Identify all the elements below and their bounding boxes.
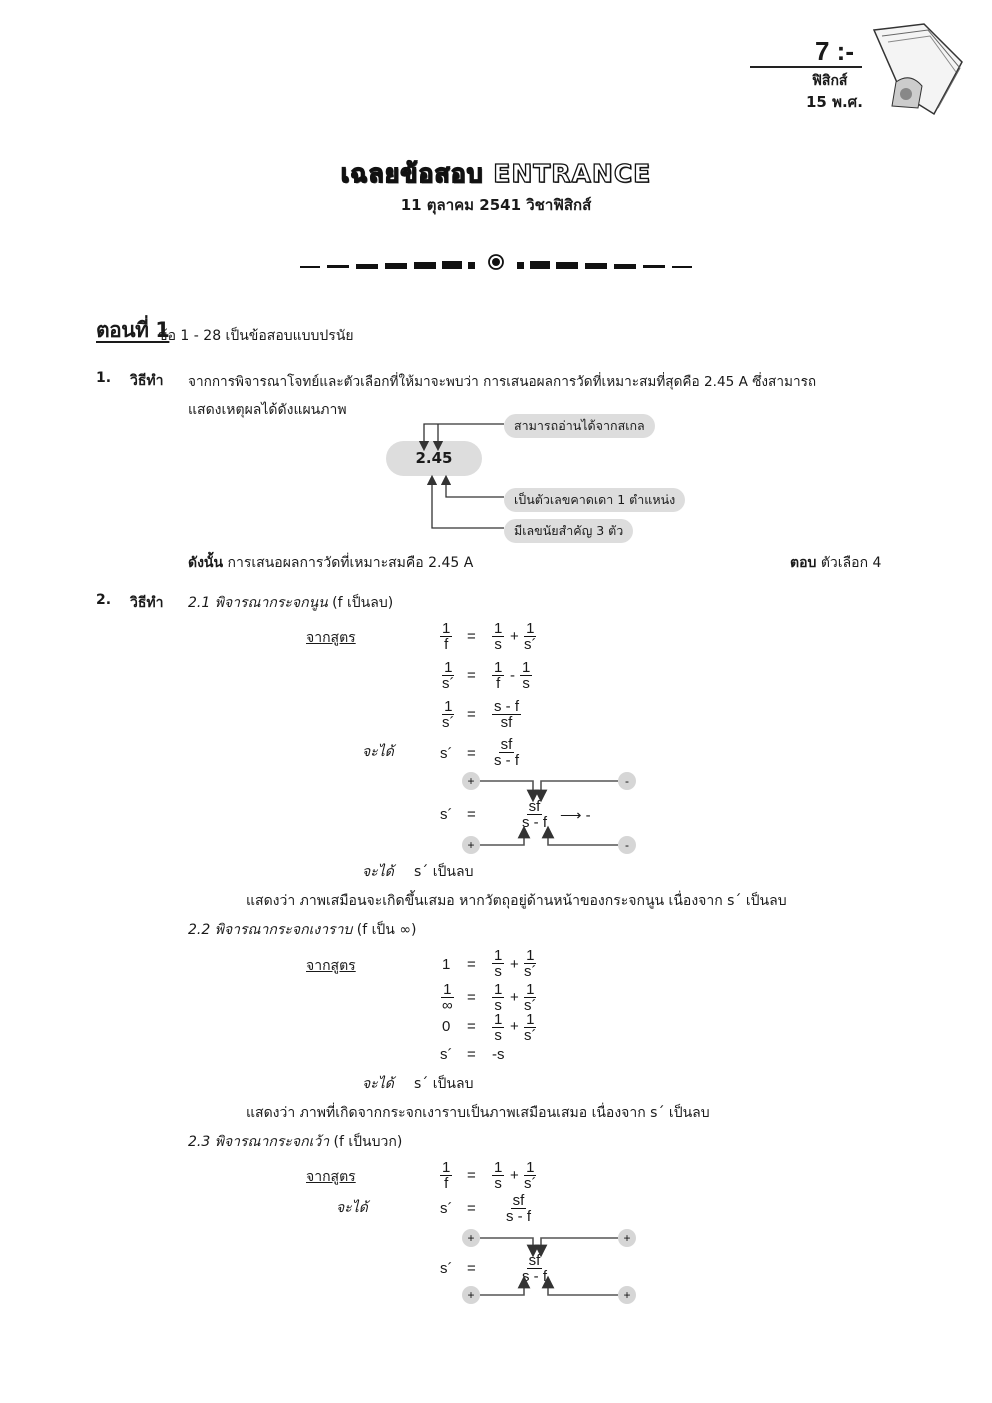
s22-heading: 2.2 พิจารณากระจกเงาราบ (f เป็น ∞) bbox=[188, 922, 417, 938]
newspaper-icon bbox=[862, 22, 972, 122]
s21-eq4-rhs: $\frac{sf}{s - f}$ bbox=[494, 736, 519, 769]
page-number: 7 :- bbox=[815, 36, 854, 66]
s22-eq1-t2: $\frac{1}{s´}$ bbox=[524, 947, 537, 980]
s23-eq1-eq: = bbox=[467, 1167, 476, 1184]
s21-sign-top-left: + bbox=[462, 772, 480, 790]
s22-eq2-eq: = bbox=[467, 989, 476, 1006]
s23-sign-bottom-right: + bbox=[618, 1286, 636, 1304]
q1-value-pill: 2.45 bbox=[386, 441, 482, 476]
header-rule bbox=[750, 66, 862, 68]
s22-eq3-lhs: 0 bbox=[442, 1018, 451, 1035]
s23-eq1-t1: $\frac{1}{s}$ bbox=[494, 1159, 503, 1192]
part-description: ข้อ 1 - 28 เป็นข้อสอบแบบปรนัย bbox=[158, 328, 354, 344]
s21-result: s´ เป็นลบ bbox=[414, 864, 474, 880]
s23-diag-eq: = bbox=[467, 1260, 476, 1277]
s21-diag-lhs: s´ bbox=[440, 806, 453, 823]
s23-sign-top-left: + bbox=[462, 1229, 480, 1247]
s23-diag-frac: $\frac{sf}{s - f}$ bbox=[522, 1252, 547, 1285]
s22-result: s´ เป็นลบ bbox=[414, 1076, 474, 1092]
s22-eq3-t1: $\frac{1}{s}$ bbox=[494, 1011, 503, 1044]
s21-eq2-t2: $\frac{1}{s}$ bbox=[522, 659, 531, 692]
q2-number: 2. bbox=[96, 592, 112, 608]
s23-get-label: จะได้ bbox=[336, 1200, 368, 1216]
s21-get-label: จะได้ bbox=[362, 744, 394, 760]
s21-diag-result: ⟶ - bbox=[560, 807, 591, 824]
s21-eq3-eq: = bbox=[467, 706, 476, 723]
s23-eq1-plus: + bbox=[510, 1167, 519, 1184]
s22-eq3-eq: = bbox=[467, 1018, 476, 1035]
s22-explanation: แสดงว่า ภาพที่เกิดจากกระจกเงาราบเป็นภาพเสมือนเสมอ เนื่องจาก s´ เป็นลบ bbox=[246, 1105, 710, 1121]
s21-get-label2: จะได้ bbox=[362, 864, 394, 880]
header-date: 15 พ.ศ. bbox=[806, 93, 863, 111]
s21-eq2-minus: - bbox=[510, 667, 515, 684]
s22-eq2-lhs: 1 ∞ bbox=[442, 981, 453, 1014]
s21-eq1-lhs: $\frac{1}{f}$ bbox=[442, 620, 451, 653]
s21-formula-label: จากสูตร bbox=[306, 630, 356, 646]
s23-formula-label: จากสูตร bbox=[306, 1169, 356, 1185]
page-subtitle: 11 ตุลาคม 2541 วิชาฟิสิกส์ bbox=[400, 196, 592, 214]
q1-note-sigfig: มีเลขนัยสำคัญ 3 ตัว bbox=[504, 519, 633, 543]
s22-eq1-lhs: 1 bbox=[442, 956, 451, 973]
s22-formula-label: จากสูตร bbox=[306, 958, 356, 974]
s21-explanation: แสดงว่า ภาพเสมือนจะเกิดขึ้นเสมอ หากวัตถุอยู่ด้านหน้าของกระจกนูน เนื่องจาก s´ เป็นลบ bbox=[246, 893, 787, 909]
q1-note-scale: สามารถอ่านได้จากสเกล bbox=[504, 414, 655, 438]
q1-text-line2: แสดงเหตุผลได้ดังแผนภาพ bbox=[188, 402, 347, 418]
q1-text-line1: จากการพิจารณาโจทย์และตัวเลือกที่ให้มาจะพบว่า การเสนอผลการวัดที่เหมาะสมที่สุดคือ 2.45 A ซึ่งสามารถ bbox=[188, 374, 817, 390]
s21-eq3-rhs: $\frac{s - f}{sf}$ bbox=[494, 698, 519, 731]
s21-eq2-eq: = bbox=[467, 667, 476, 684]
s23-eq1-t2: $\frac{1}{s´}$ bbox=[524, 1159, 537, 1192]
s22-eq2-t1: $\frac{1}{s}$ bbox=[494, 981, 503, 1014]
s21-eq1-eq: = bbox=[467, 628, 476, 645]
s23-heading: 2.3 พิจารณากระจกเว้า (f เป็นบวก) bbox=[188, 1134, 403, 1150]
s22-eq1-t1: $\frac{1}{s}$ bbox=[494, 947, 503, 980]
s21-diag-frac: $\frac{sf}{s - f}$ bbox=[522, 798, 547, 831]
ornament-divider bbox=[300, 252, 692, 276]
s22-eq4-eq: = bbox=[467, 1046, 476, 1063]
s21-eq2-t1: $\frac{1}{f}$ bbox=[494, 659, 503, 692]
s21-eq1-plus: + bbox=[510, 628, 519, 645]
s21-eq2-lhs: $\frac{1}{s´}$ bbox=[442, 659, 455, 692]
s21-sign-top-right: - bbox=[618, 772, 636, 790]
s22-eq1-eq: = bbox=[467, 956, 476, 973]
s21-eq4-eq: = bbox=[467, 745, 476, 762]
s23-sign-bottom-left: + bbox=[462, 1286, 480, 1304]
q1-note-estimate: เป็นตัวเลขคาดเดา 1 ตำแหน่ง bbox=[504, 488, 685, 512]
s22-eq4-lhs: s´ bbox=[440, 1046, 453, 1063]
q1-answer: ตอบ ตัวเลือก 4 bbox=[790, 555, 882, 571]
s22-get-label: จะได้ bbox=[362, 1076, 394, 1092]
s22-eq2-t2: $\frac{1}{s´}$ bbox=[524, 981, 537, 1014]
s21-eq4-lhs: s´ bbox=[440, 745, 453, 762]
q1-method: วิธีทำ bbox=[130, 373, 164, 389]
s23-sign-top-right: + bbox=[618, 1229, 636, 1247]
s23-diag-lhs: s´ bbox=[440, 1260, 453, 1277]
s22-eq3-t2: $\frac{1}{s´}$ bbox=[524, 1011, 537, 1044]
s22-eq2-plus: + bbox=[510, 989, 519, 1006]
s23-eq2-rhs: $\frac{sf}{s - f}$ bbox=[506, 1192, 531, 1225]
s23-eq2-eq: = bbox=[467, 1200, 476, 1217]
s21-sign-bottom-right: - bbox=[618, 836, 636, 854]
header-subject: ฟิสิกส์ bbox=[812, 73, 848, 89]
s22-eq3-plus: + bbox=[510, 1018, 519, 1035]
s23-eq1-lhs: $\frac{1}{f}$ bbox=[442, 1159, 451, 1192]
s21-eq1-t1: $\frac{1}{s}$ bbox=[494, 620, 503, 653]
s22-eq4-rhs: -s bbox=[492, 1046, 505, 1063]
s21-heading: 2.1 พิจารณากระจกนูน (f เป็นลบ) bbox=[188, 595, 394, 611]
s21-diag-eq: = bbox=[467, 806, 476, 823]
s21-eq1-t2: $\frac{1}{s´}$ bbox=[524, 620, 537, 653]
s21-eq3-lhs: $\frac{1}{s´}$ bbox=[442, 698, 455, 731]
s23-eq2-lhs: s´ bbox=[440, 1200, 453, 1217]
q1-conclusion: ดังนั้น การเสนอผลการวัดที่เหมาะสมคือ 2.45 A bbox=[188, 555, 474, 571]
s21-sign-bottom-left: + bbox=[462, 836, 480, 854]
q1-number: 1. bbox=[96, 370, 112, 386]
part-label: ตอนที่ 1 bbox=[96, 318, 170, 342]
q2-method: วิธีทำ bbox=[130, 595, 164, 611]
s22-eq1-plus: + bbox=[510, 956, 519, 973]
page-title: เฉลยข้อสอบ ENTRANCE bbox=[340, 159, 652, 188]
